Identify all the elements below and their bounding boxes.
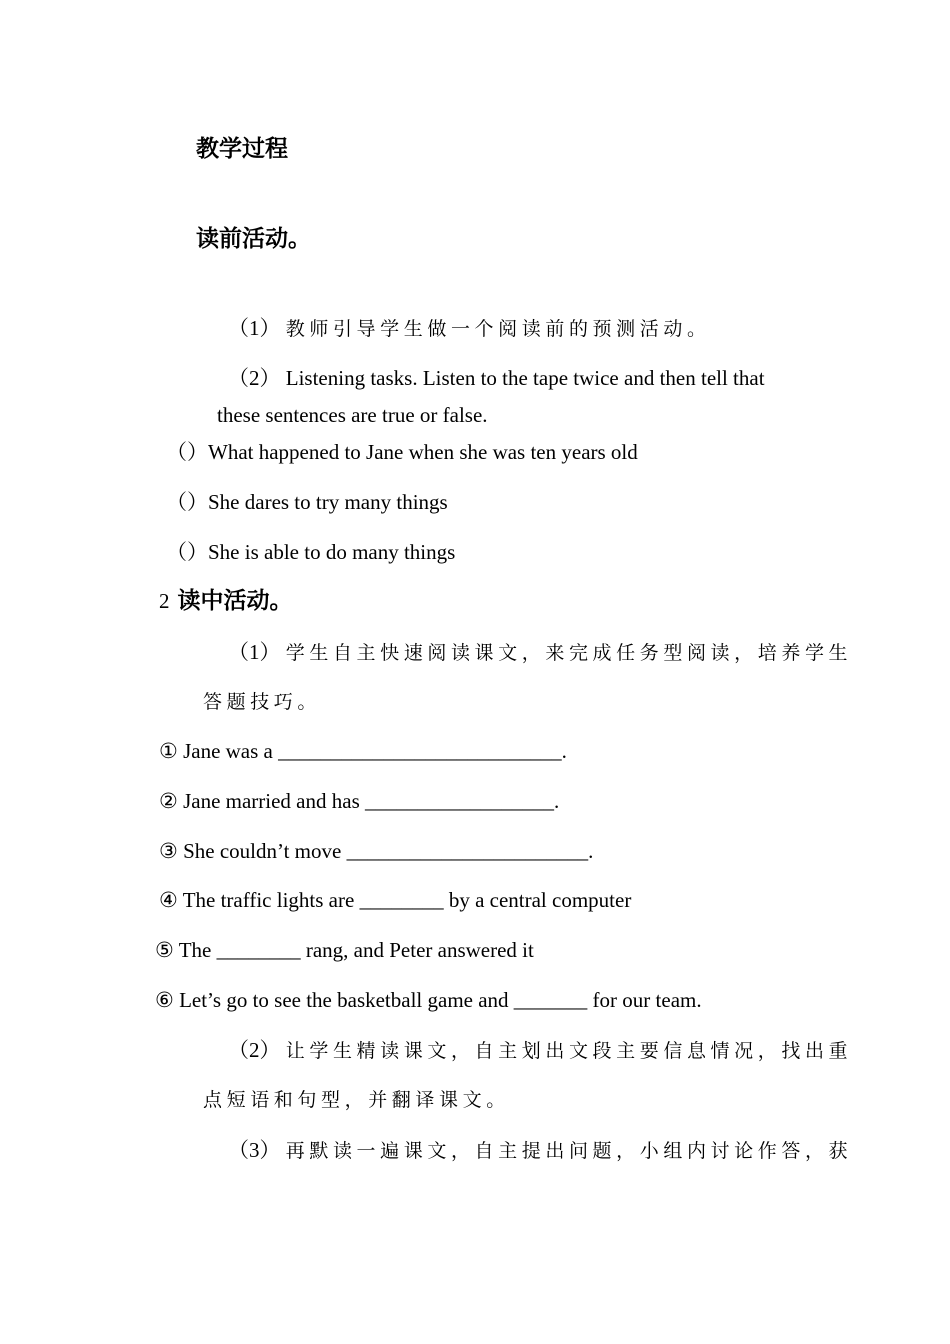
section1-item2-line1	[228, 364, 765, 392]
section1-item2-line2: these sentences are true or false.	[217, 403, 488, 427]
fill-blank-3: ③ She couldn’t move _______________________.	[159, 839, 594, 863]
statement-1: （）What happened to Jane when she was ten years old	[166, 440, 638, 464]
item-number: （3）	[228, 1138, 281, 1162]
section-number: 2	[159, 589, 170, 613]
item-number: （1）	[228, 316, 281, 340]
item-text: 让学生精读课文，自主划出文段主要信息情况，找出重	[285, 1040, 853, 1062]
item-number: （2）	[228, 1038, 281, 1062]
item-text: 教师引导学生做一个阅读前的预测活动。	[285, 318, 711, 340]
item-number: （2）	[228, 366, 281, 390]
heading-teaching-process: 教学过程	[196, 136, 288, 162]
statement-3: （）She is able to do many things	[166, 540, 456, 564]
item-number: （1）	[228, 640, 281, 664]
section-title-text: 读中活动。	[177, 588, 293, 614]
item-text: Listening tasks. Listen to the tape twice and then tell that	[285, 366, 765, 390]
section2-item1-line2: 答题技巧。	[203, 691, 322, 713]
section2-item2-line1	[228, 1036, 852, 1065]
section1-item1	[228, 314, 711, 343]
fill-blank-2: ② Jane married and has __________________.	[159, 789, 560, 813]
statement-2: （）She dares to try many things	[166, 490, 448, 514]
item-text: 再默读一遍课文，自主提出问题，小组内讨论作答，获	[285, 1140, 853, 1162]
section2-item3-line1	[228, 1136, 852, 1165]
section2-title	[159, 586, 293, 616]
fill-blank-4: ④ The traffic lights are ________ by a central computer	[159, 888, 632, 912]
item-text: 学生自主快速阅读课文，来完成任务型阅读，培养学生	[285, 642, 853, 664]
section1-title: 读前活动。	[196, 226, 311, 252]
section2-item2-line2: 点短语和句型，并翻译课文。	[203, 1089, 510, 1111]
section2-item1-line1	[228, 638, 852, 667]
fill-blank-5: ⑤ The ________ rang, and Peter answered it	[155, 938, 534, 962]
fill-blank-1: ① Jane was a ___________________________.	[159, 739, 567, 763]
fill-blank-6: ⑥ Let’s go to see the basketball game and _______ for our team.	[155, 988, 702, 1012]
